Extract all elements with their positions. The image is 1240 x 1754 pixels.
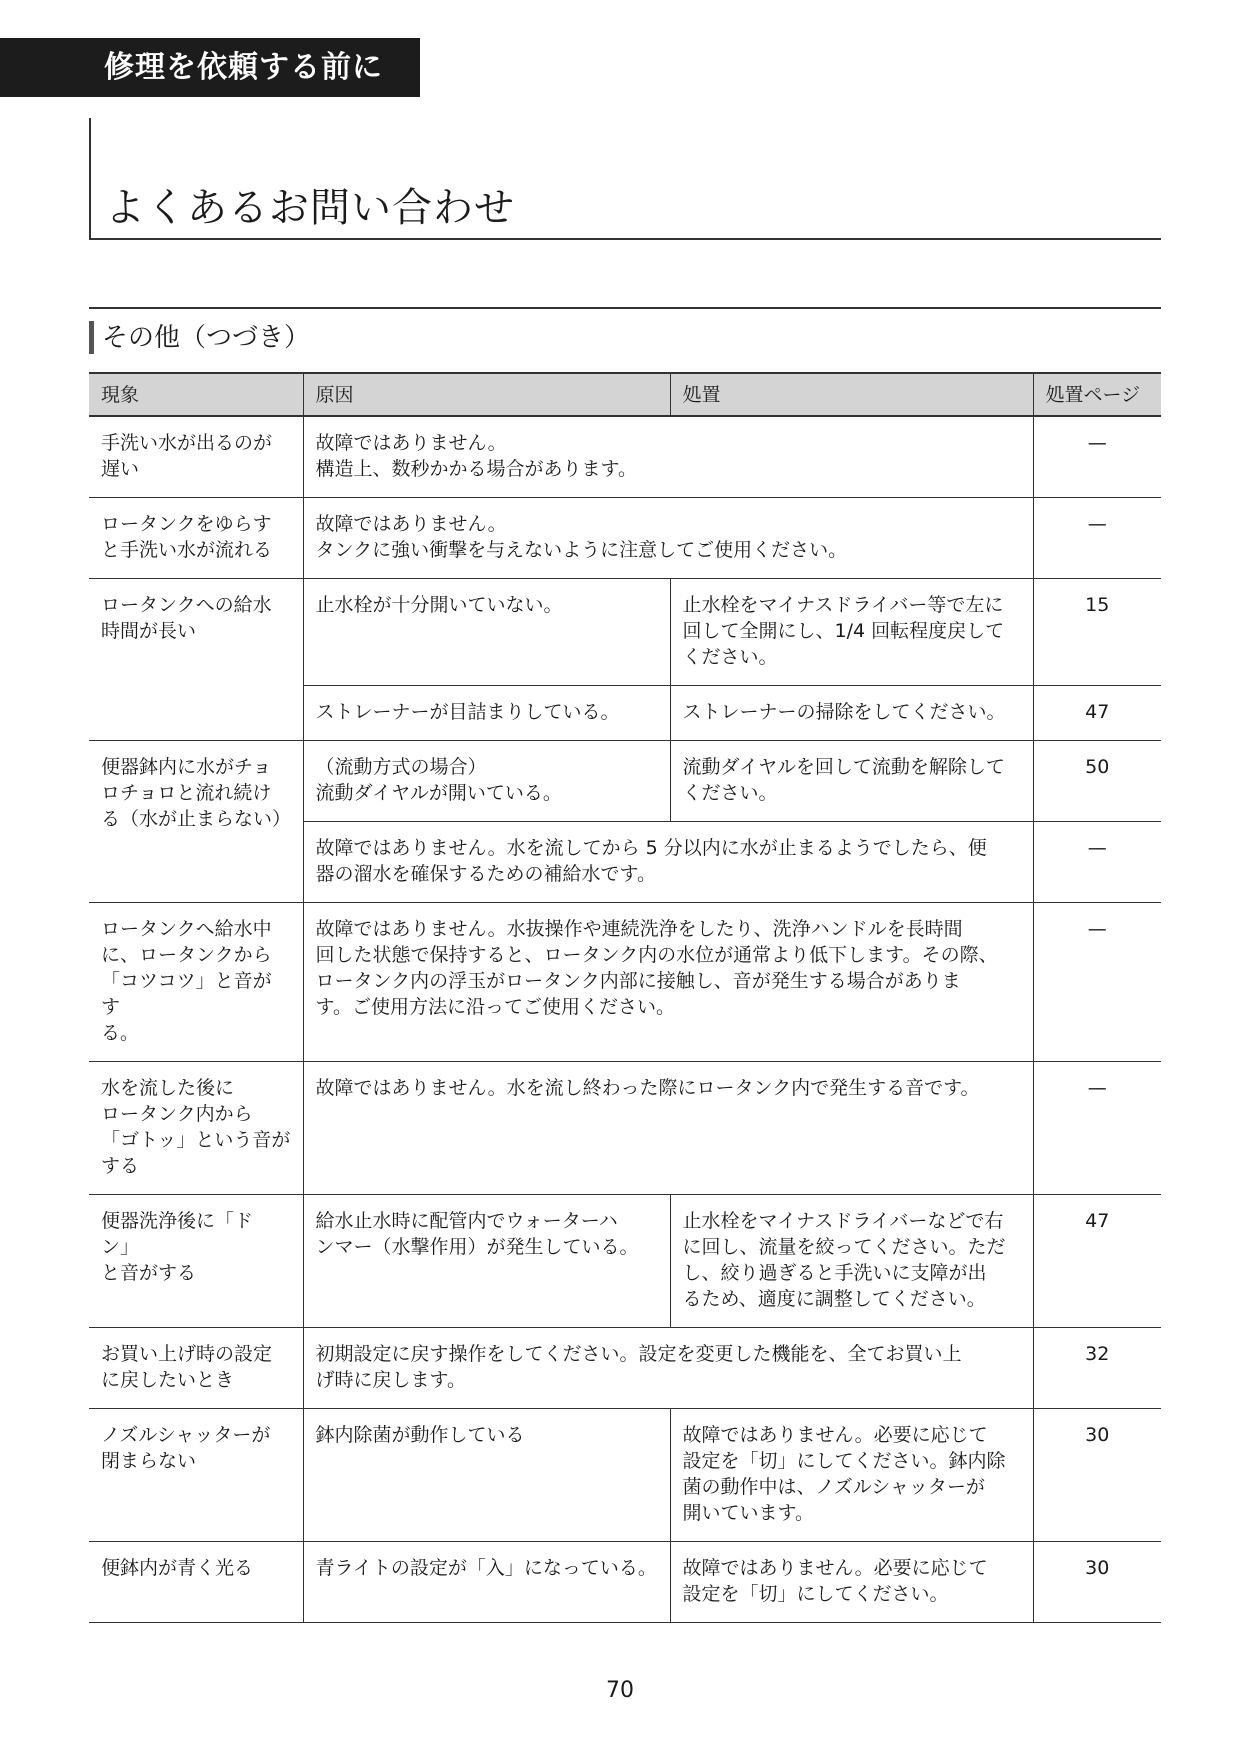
table-row: [89, 1409, 1161, 1542]
remedy-page-cell: 30: [1033, 1542, 1161, 1623]
cause-remedy-cell: 初期設定に戻す操作をしてください。設定を変更した機能を、全てお買い上 げ時に戻します。: [303, 1328, 1033, 1409]
header-remedy-page: 処置ページ: [1033, 373, 1161, 416]
symptom-cell: ノズルシャッターが 閉まらない: [89, 1409, 303, 1542]
symptom-cell: 便鉢内が青く光る: [89, 1542, 303, 1623]
remedy-page-cell: —: [1033, 822, 1161, 903]
cause-cell: （流動方式の場合） 流動ダイヤルが開いている。: [303, 741, 670, 822]
table-row: [89, 1542, 1161, 1623]
faq-table: [89, 372, 1161, 1623]
page-title: よくあるお問い合わせ: [105, 185, 515, 231]
symptom-cell: ロータンクへ給水中 に、ロータンクから 「コツコツ」と音がす る。: [89, 903, 303, 1062]
symptom-cell: 便器鉢内に水がチョ ロチョロと流れ続け る（水が止まらない）: [89, 741, 303, 903]
page-title-block: [89, 118, 1161, 240]
cause-remedy-cell: 故障ではありません。水を流してから 5 分以内に水が止まるようでしたら、便 器の溜水を確保するための補給水です。: [303, 822, 1033, 903]
symptom-cell: ロータンクへの給水 時間が長い: [89, 579, 303, 741]
table-row: [89, 903, 1161, 1062]
table-row: [89, 579, 1161, 686]
cause-remedy-cell: 故障ではありません。 構造上、数秒かかる場合があります。: [303, 416, 1033, 498]
table-row: [89, 1328, 1161, 1409]
remedy-page-cell: —: [1033, 1062, 1161, 1195]
chapter-tab: 修理を依頼する前に: [0, 38, 420, 97]
remedy-page-cell: 50: [1033, 741, 1161, 822]
table-row: [89, 1195, 1161, 1328]
remedy-cell: ストレーナーの掃除をしてください。: [670, 686, 1033, 741]
remedy-cell: 故障ではありません。必要に応じて 設定を「切」にしてください。鉢内除 菌の動作中は、ノズルシャッターが 開いています。: [670, 1409, 1033, 1542]
cause-remedy-cell: 故障ではありません。 タンクに強い衝撃を与えないように注意してご使用ください。: [303, 498, 1033, 579]
table-row: [89, 498, 1161, 579]
cause-cell: 給水止水時に配管内でウォーターハ ンマー（水撃作用）が発生している。: [303, 1195, 670, 1328]
cause-cell: 鉢内除菌が動作している: [303, 1409, 670, 1542]
remedy-cell: 流動ダイヤルを回して流動を解除して ください。: [670, 741, 1033, 822]
symptom-cell: お買い上げ時の設定 に戻したいとき: [89, 1328, 303, 1409]
page-number: 70: [606, 1678, 634, 1703]
remedy-page-cell: —: [1033, 416, 1161, 498]
section-marker: [89, 321, 94, 354]
symptom-cell: ロータンクをゆらす と手洗い水が流れる: [89, 498, 303, 579]
remedy-cell: 止水栓をマイナスドライバー等で左に 回して全開にし、1/4 回転程度戻して ください。: [670, 579, 1033, 686]
symptom-cell: 手洗い水が出るのが 遅い: [89, 416, 303, 498]
table-row: [89, 416, 1161, 498]
cause-cell: 青ライトの設定が「入」になっている。: [303, 1542, 670, 1623]
remedy-cell: 故障ではありません。必要に応じて 設定を「切」にしてください。: [670, 1542, 1033, 1623]
remedy-page-cell: 47: [1033, 686, 1161, 741]
remedy-page-cell: 47: [1033, 1195, 1161, 1328]
header-remedy: 処置: [670, 373, 1033, 416]
cause-cell: 止水栓が十分開いていない。: [303, 579, 670, 686]
symptom-cell: 便器洗浄後に「ドン」 と音がする: [89, 1195, 303, 1328]
table-row: [89, 1062, 1161, 1195]
remedy-cell: 止水栓をマイナスドライバーなどで右 に回し、流量を絞ってください。ただ し、絞り過ぎると手洗いに支障が出 るため、適度に調整してください。: [670, 1195, 1033, 1328]
remedy-page-cell: 30: [1033, 1409, 1161, 1542]
header-symptom: 現象: [89, 373, 303, 416]
cause-remedy-cell: 故障ではありません。水を流し終わった際にロータンク内で発生する音です。: [303, 1062, 1033, 1195]
cause-cell: ストレーナーが目詰まりしている。: [303, 686, 670, 741]
table-row: [89, 741, 1161, 822]
section-heading: [89, 307, 1161, 355]
remedy-page-cell: —: [1033, 498, 1161, 579]
header-cause: 原因: [303, 373, 670, 416]
remedy-page-cell: 15: [1033, 579, 1161, 686]
symptom-cell: 水を流した後に ロータンク内から 「ゴトッ」という音が する: [89, 1062, 303, 1195]
remedy-page-cell: —: [1033, 903, 1161, 1062]
remedy-page-cell: 32: [1033, 1328, 1161, 1409]
section-title: その他（つづき）: [102, 323, 311, 353]
table-header-row: [89, 373, 1161, 416]
cause-remedy-cell: 故障ではありません。水抜操作や連続洗浄をしたり、洗浄ハンドルを長時間 回した状態で保持すると、ロータンク内の水位が通常より低下します。その際、 ロータンク内の浮玉がロータンク内部に接触し、音が発生する場合がありま す。ご使用方法に沿ってご使用ください。: [303, 903, 1033, 1062]
